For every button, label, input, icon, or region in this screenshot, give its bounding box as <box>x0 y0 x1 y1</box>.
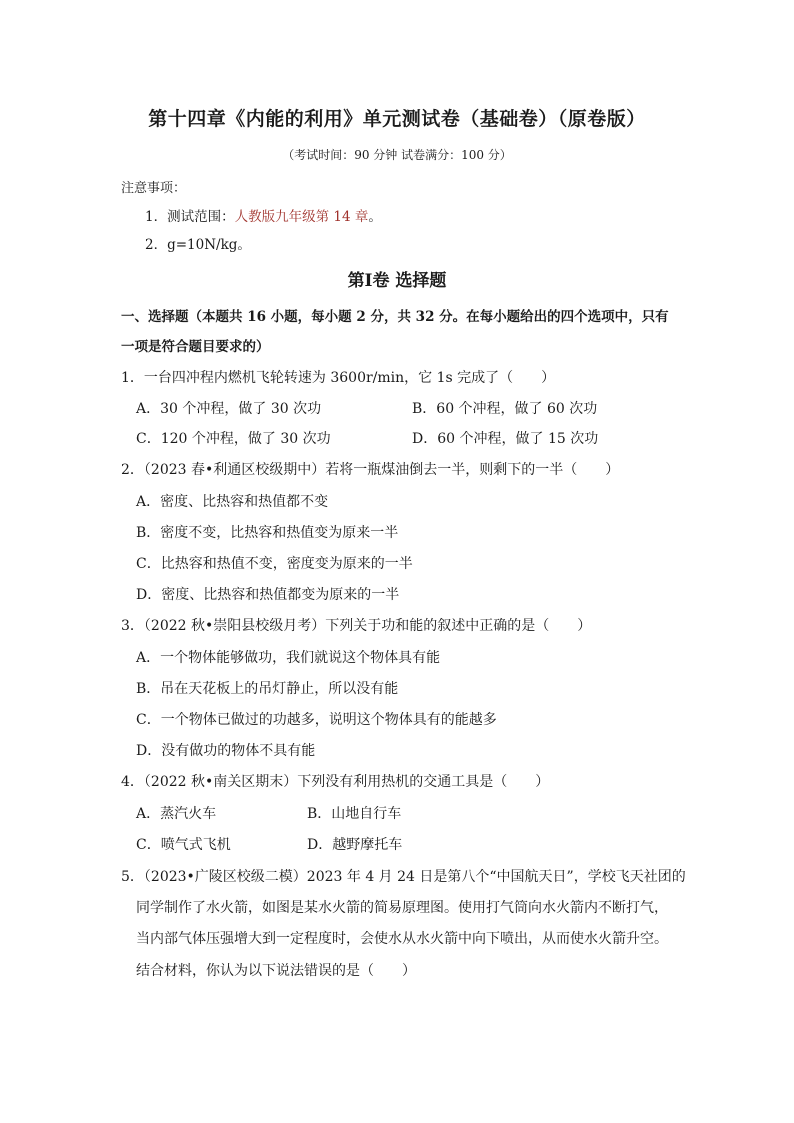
question-5-stem-line4: 结合材料，你认为以下说法错误的是（ ） <box>136 963 416 979</box>
question-5-stem-line3: 当内部气体压强增大到一定程度时，会使水从水火箭中向下喷出，从而使水火箭升空。 <box>136 931 668 947</box>
question-1-option-b: B．60 个冲程，做了 60 次功 <box>412 401 598 417</box>
notice-item-scope-suffix: 。 <box>368 209 382 225</box>
question-3-option-c: C．一个物体已做过的功越多，说明这个物体具有的能越多 <box>136 712 497 728</box>
notice-heading: 注意事项： <box>121 181 187 196</box>
question-1-option-d: D．60 个冲程，做了 15 次功 <box>412 431 599 447</box>
notice-item-scope <box>145 205 382 225</box>
question-3-option-d: D．没有做功的物体不具有能 <box>136 743 316 759</box>
question-1-option-c: C．120 个冲程，做了 30 次功 <box>136 431 331 447</box>
question-3-option-b: B．吊在天花板上的吊灯静止，所以没有能 <box>136 681 399 697</box>
section-title: 第Ⅰ卷 选择题 <box>347 271 447 291</box>
exam-time-info: （考试时间：90 分钟 试卷满分：100 分） <box>282 148 512 162</box>
question-1-stem: 1．一台四冲程内燃机飞轮转速为 3600r/min，它 1s 完成了（ ） <box>121 370 556 386</box>
question-2-option-c: C．比热容和热值不变，密度变为原来的一半 <box>136 556 413 572</box>
notice-item-scope-value: 人教版九年级第 14 章 <box>234 209 369 225</box>
question-4-option-d: D．越野摩托车 <box>307 837 403 853</box>
question-4-option-b: B．山地自行车 <box>307 806 402 822</box>
part-one-heading-line1: 一、选择题（本题共 16 小题，每小题 2 分，共 32 分。在每小题给出的四个选项中，只有 <box>121 309 669 325</box>
question-2-stem: 2．（2023 春•利通区校级期中）若将一瓶煤油倒去一半，则剩下的一半（ ） <box>121 462 620 478</box>
question-1-option-a: A．30 个冲程，做了 30 次功 <box>136 401 322 417</box>
question-5-stem-line1: 5．（2023•广陵区校级二模）2023 年 4 月 24 日是第八个“中国航天日”，学校飞天社团的 <box>121 869 686 885</box>
question-2-option-b: B．密度不变，比热容和热值变为原来一半 <box>136 525 399 541</box>
question-2-option-a: A．密度、比热容和热值都不变 <box>136 494 329 510</box>
question-4-option-c: C．喷气式飞机 <box>136 837 231 853</box>
document-title: 第十四章《内能的利用》单元测试卷（基础卷）（原卷版） <box>148 108 646 130</box>
question-3-stem: 3．（2022 秋•崇阳县校级月考）下列关于功和能的叙述中正确的是（ ） <box>121 618 592 634</box>
question-4-option-a: A．蒸汽火车 <box>136 806 217 822</box>
part-one-heading-line2: 一项是符合题目要求的） <box>121 339 270 355</box>
question-2-option-d: D．密度、比热容和热值都变为原来的一半 <box>136 587 400 603</box>
question-3-option-a: A．一个物体能够做功，我们就说这个物体具有能 <box>136 650 441 666</box>
notice-item-scope-prefix: 1．测试范围： <box>145 209 235 225</box>
question-4-stem: 4．（2022 秋•南关区期末）下列没有利用热机的交通工具是（ ） <box>121 774 550 790</box>
notice-item-gravity: 2．g=10N/kg。 <box>145 237 251 253</box>
question-5-stem-line2: 同学制作了水火箭，如图是某水火箭的简易原理图。使用打气筒向水火箭内不断打气， <box>136 900 668 916</box>
